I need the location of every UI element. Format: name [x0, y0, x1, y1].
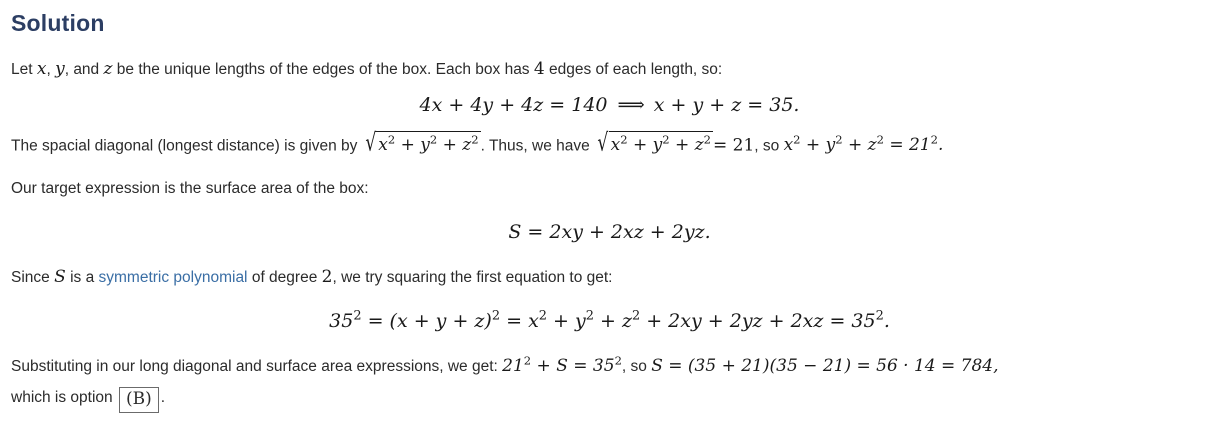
- text-and: , and: [64, 61, 100, 78]
- radicand-1: $x^2 + y^2 + z^2$: [376, 131, 480, 158]
- text-substituting: Substituting in our long diagonal and surface area expressions, we get:: [11, 357, 498, 375]
- link-symmetric-polynomial[interactable]: symmetric polynomial: [98, 268, 248, 286]
- paragraph-definitions: [11, 57, 1219, 82]
- text-squaring: , we try squaring the first equation to get:: [332, 268, 613, 286]
- text-diagonal-intro: The spacial diagonal (longest distance) is given by: [11, 136, 358, 154]
- equation-sum-squares: $x^2 + y^2 + z^2 = 21^2$.: [783, 132, 944, 155]
- paragraph-substitution: [11, 354, 1219, 379]
- radical-sign-1: √: [365, 128, 376, 158]
- text-is-a: is a: [70, 268, 95, 286]
- equation-squared-sum-text: $35^2 = (x + y + z)^2 = x^2 + y^2 + z^2 + 2xy + 2yz + 2xz = 35^2$.: [329, 308, 890, 332]
- final-period: .: [160, 389, 166, 407]
- num-four: 4: [533, 59, 545, 79]
- equals-21: = 21: [712, 134, 755, 155]
- text-let: Let: [11, 61, 33, 78]
- paragraph-answer: [11, 387, 1219, 413]
- text-so: , so: [754, 136, 780, 154]
- solution-document: [0, 10, 1219, 429]
- implies-arrow: ⟹: [617, 93, 644, 116]
- equation-perimeter: [0, 94, 1219, 116]
- text-of-degree: of degree: [251, 268, 318, 286]
- equation-surface-area-text: S = 2xy + 2xz + 2yz.: [508, 220, 711, 243]
- text-since: Since: [11, 268, 50, 286]
- paragraph-symmetric-polynomial: [11, 265, 1219, 290]
- radical-sign-2: √: [597, 128, 609, 158]
- comma-1: ,: [46, 61, 51, 78]
- equation-squared-sum: [0, 310, 1219, 332]
- equation-substituted: $21^2 + S = 35^2$: [502, 352, 622, 376]
- var-y: y: [55, 59, 65, 79]
- sqrt-expression-2: [594, 128, 713, 162]
- var-x: x: [36, 59, 47, 79]
- equation-final-value: S = (35 + 21)(35 − 21) = 56 · 14 = 784,: [651, 355, 999, 376]
- var-z: z: [103, 59, 113, 79]
- equation-perimeter-left: 4x + 4y + 4z = 140: [419, 93, 608, 116]
- answer-choice-box: (B): [119, 387, 159, 413]
- equation-surface-area: [0, 221, 1219, 243]
- sqrt-expression-1: [362, 128, 481, 162]
- radicand-2: $x^2 + y^2 + z^2$: [609, 131, 713, 158]
- text-so-2: , so: [621, 357, 647, 375]
- paragraph-spacial-diagonal: [11, 128, 1219, 162]
- equation-perimeter-right: x + y + z = 35.: [653, 93, 800, 116]
- var-S: S: [54, 266, 66, 287]
- paragraph-target-expression: Our target expression is the surface area of the box:: [11, 180, 369, 198]
- degree-value: 2: [321, 266, 333, 287]
- text-each-length: edges of each length, so:: [549, 61, 723, 78]
- text-thus: . Thus, we have: [480, 136, 590, 154]
- page-title: Solution: [11, 10, 105, 36]
- text-edges-desc: be the unique lengths of the edges of the box. Each box has: [116, 61, 530, 78]
- text-which-is-option: which is option: [11, 389, 113, 407]
